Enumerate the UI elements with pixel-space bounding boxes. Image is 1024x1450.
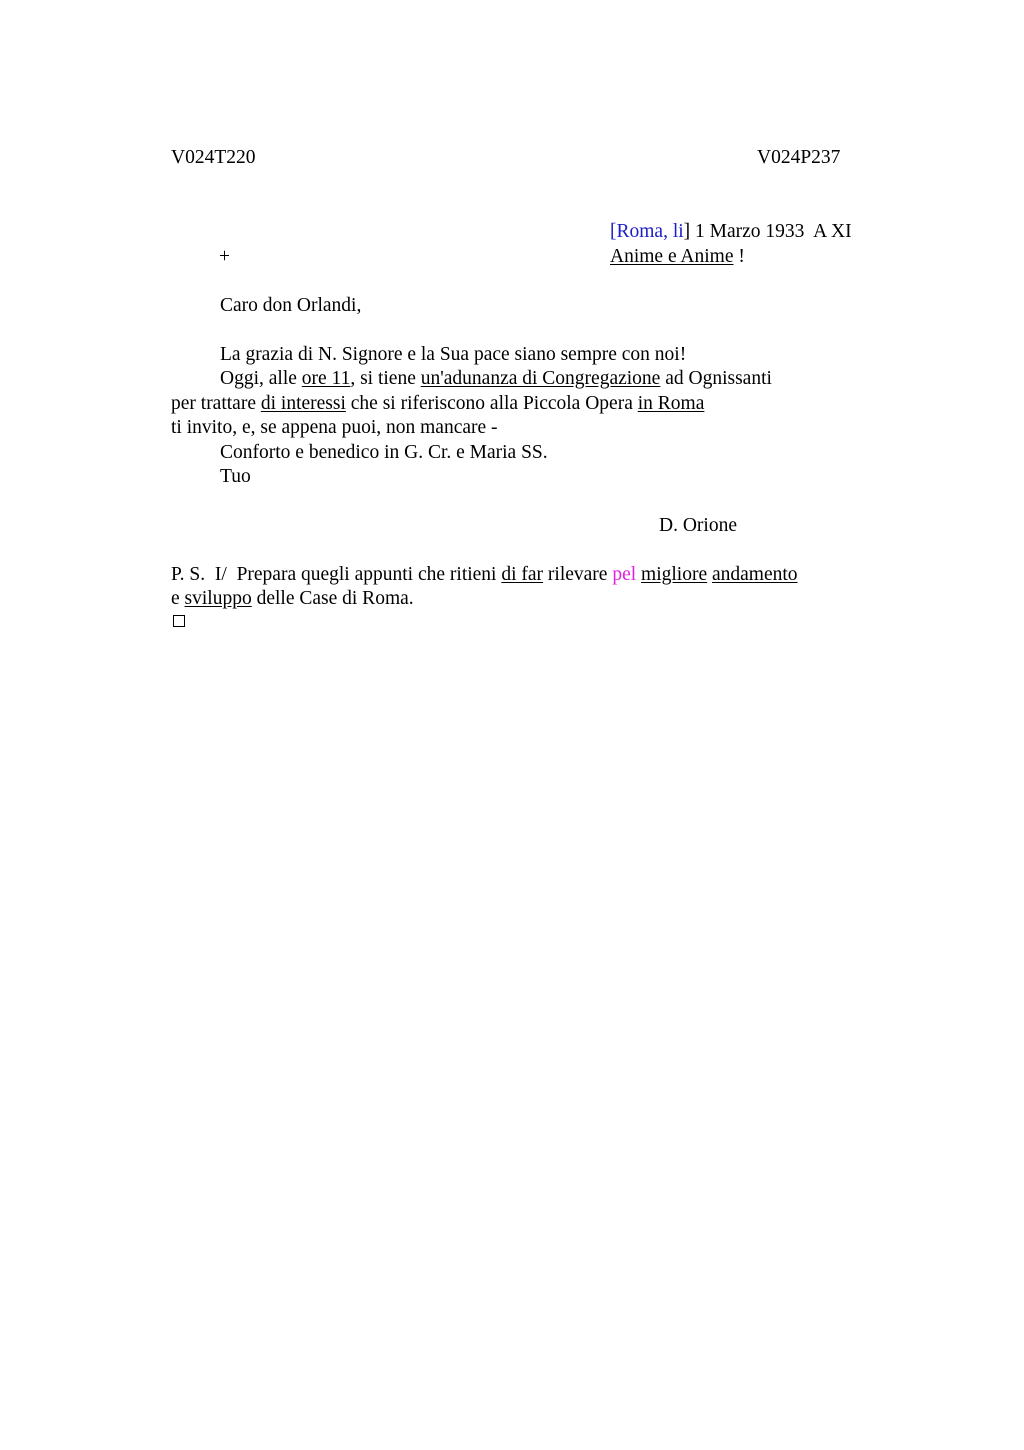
right-reference-code: V024P237 <box>757 147 841 168</box>
end-mark-box <box>173 615 185 627</box>
underlined-run: di far <box>501 564 544 585</box>
text-run: che si riferiscono alla Piccola Opera <box>345 393 638 414</box>
dateline-date: ] 1 Marzo 1933 A XI <box>683 221 852 242</box>
left-reference-code: V024T220 <box>171 147 256 168</box>
dateline <box>610 220 852 244</box>
text-run: Oggi, alle <box>220 368 302 389</box>
cross-mark: + <box>219 246 230 267</box>
body-line-1: La grazia di N. Signore e la Sua pace siano sempre con noi! <box>220 344 687 365</box>
postscript-line-1 <box>171 563 798 587</box>
underlined-run: sviluppo <box>184 588 252 609</box>
body-line-4: ti invito, e, se appena puoi, non mancare - <box>171 417 498 438</box>
body-line-2 <box>220 367 772 391</box>
signature: D. Orione <box>659 515 737 536</box>
text-run: e <box>171 588 185 609</box>
text-run: , si tiene <box>350 368 421 389</box>
dateline-place: Roma, li <box>616 221 684 242</box>
underlined-run: andamento <box>712 564 798 585</box>
underlined-run: migliore <box>641 564 708 585</box>
salutation: Caro don Orlandi, <box>220 295 362 316</box>
underlined-run: ore 11 <box>301 368 351 389</box>
postscript-line-2 <box>171 587 414 611</box>
text-run: rilevare <box>543 564 613 585</box>
motto-suffix: ! <box>733 246 745 267</box>
dateline-bracket: [ <box>610 221 617 242</box>
underlined-run: di interessi <box>260 393 346 414</box>
body-line-3 <box>171 392 704 416</box>
text-run: delle Case di Roma. <box>251 588 414 609</box>
text-run: P. S. I/ Prepara quegli appunti che ritieni <box>171 564 502 585</box>
highlighted-run: pel <box>612 564 637 585</box>
closing-tuo: Tuo <box>220 466 251 487</box>
body-line-5: Conforto e benedico in G. Cr. e Maria SS. <box>220 442 548 463</box>
underlined-run: in Roma <box>637 393 705 414</box>
text-run: ad Ognissanti <box>660 368 772 389</box>
text-run: per trattare <box>171 393 261 414</box>
underlined-run: un'adunanza di Congregazione <box>420 368 661 389</box>
motto <box>610 245 745 269</box>
motto-text: Anime e Anime <box>610 246 734 267</box>
